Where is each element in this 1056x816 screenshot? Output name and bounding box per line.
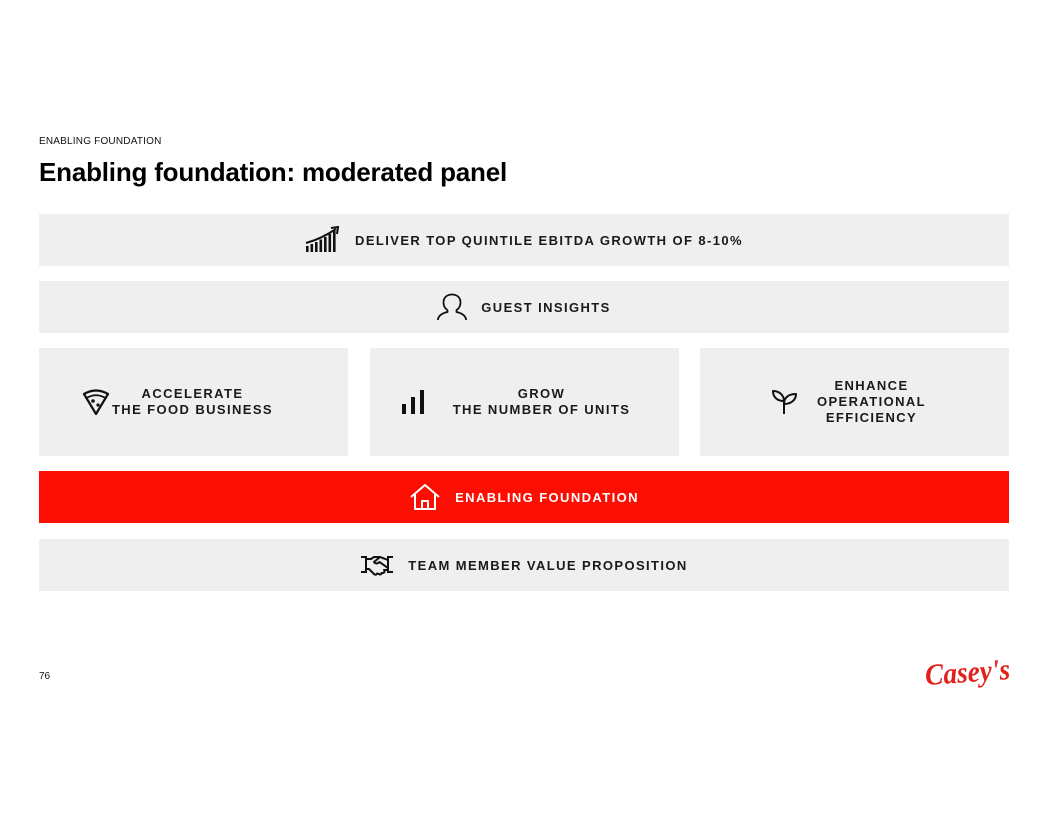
pizza-slice-icon [82,388,110,416]
handshake-icon [360,552,394,578]
ebitda-growth-label: DELIVER TOP QUINTILE EBITDA GROWTH OF 8-10% [355,232,743,248]
team-member-bar [39,539,1009,591]
pillar-grow-units [370,348,679,456]
pillar-efficiency-label [817,378,926,426]
page-title: Enabling foundation: moderated panel [39,157,508,187]
pillar-efficiency-line1: ENHANCE [834,378,909,393]
pillar-efficiency-line3: EFFICIENCY [825,410,918,425]
bar-chart-icon [400,388,428,416]
enabling-foundation-label: ENABLING FOUNDATION [455,489,639,505]
pillar-food-line1: ACCELERATE [141,386,244,401]
pillar-food-line2: THE FOOD BUSINESS [111,402,274,417]
page-number: 76 [39,671,51,682]
pillar-operational-efficiency [700,348,1009,456]
house-icon [409,483,441,511]
pillar-units-line1: GROW [517,386,566,401]
caseys-logo [922,652,1014,697]
ebitda-growth-bar [39,214,1009,266]
team-member-label: TEAM MEMBER VALUE PROPOSITION [408,557,688,573]
growth-chart-icon [305,226,341,254]
pillar-food-business [39,348,348,456]
pillar-units-line2: THE NUMBER OF UNITS [452,402,631,417]
svg-text:Casey's: Casey's [923,652,1014,692]
sprout-icon [771,388,799,416]
guest-insights-bar [39,281,1009,333]
pillar-units-label [453,386,631,418]
guest-insights-label: GUEST INSIGHTS [481,299,611,315]
pillar-food-label [112,386,273,418]
pillar-efficiency-line2: OPERATIONAL [816,394,927,409]
section-eyebrow: ENABLING FOUNDATION [39,136,162,147]
enabling-foundation-bar [39,471,1009,523]
person-icon [437,293,467,321]
